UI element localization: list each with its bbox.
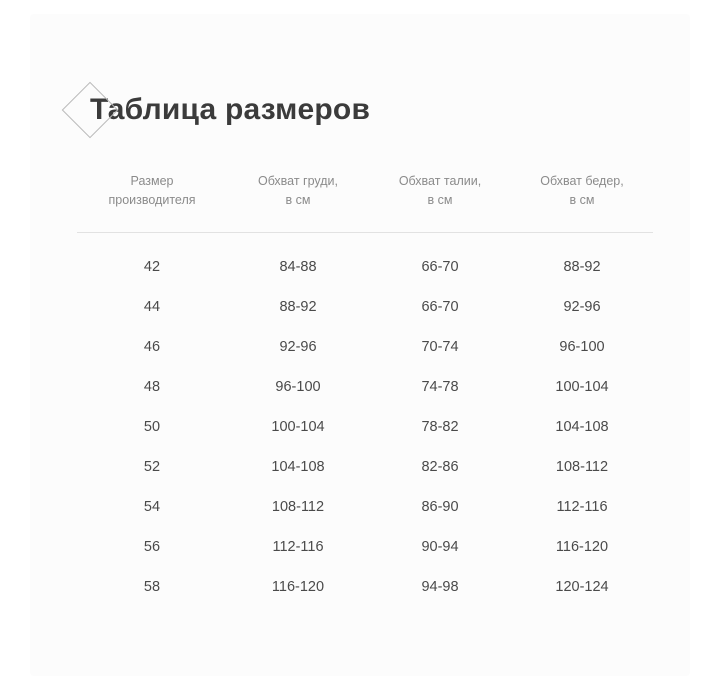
column-header-line: производителя (108, 192, 196, 207)
size-chart-card (30, 14, 690, 676)
cell-manufacturer-size: 50 (143, 418, 161, 435)
column-header-manufacturer-size (77, 172, 227, 232)
cell-hips: 88-92 (563, 258, 601, 275)
cell-hips: 120-124 (555, 578, 609, 595)
cell-chest: 108-112 (271, 498, 325, 515)
table-row (77, 367, 653, 407)
cell-manufacturer-size: 44 (143, 298, 161, 315)
cell-hips: 100-104 (555, 378, 609, 395)
column-header-line: Обхват бедер, (540, 174, 624, 188)
column-header-line: Обхват талии, (398, 174, 482, 188)
cell-waist: 86-90 (421, 498, 459, 515)
cell-manufacturer-size: 48 (143, 378, 161, 395)
table-row (77, 527, 653, 567)
title-row (70, 80, 370, 140)
cell-waist: 66-70 (421, 298, 459, 315)
cell-chest: 84-88 (279, 258, 317, 275)
cell-hips: 108-112 (555, 458, 609, 475)
page-title: Таблица размеров (90, 93, 371, 126)
cell-hips: 104-108 (555, 418, 609, 435)
table-header-row (77, 172, 653, 232)
cell-waist: 94-98 (421, 578, 459, 595)
column-header-line: в см (569, 192, 595, 207)
cell-hips: 116-120 (555, 538, 609, 555)
column-header-hips (511, 172, 653, 232)
cell-hips: 112-116 (556, 498, 608, 515)
cell-manufacturer-size: 58 (143, 578, 161, 595)
cell-manufacturer-size: 46 (143, 338, 161, 355)
cell-chest: 116-120 (271, 578, 325, 595)
table-header (77, 172, 653, 232)
column-header-line: Обхват груди, (257, 174, 339, 188)
cell-chest: 104-108 (271, 458, 325, 475)
cell-manufacturer-size: 54 (143, 498, 161, 515)
column-header-line: в см (427, 192, 453, 207)
cell-waist: 78-82 (421, 418, 459, 435)
column-header-line: в см (285, 192, 311, 207)
table-row (77, 487, 653, 527)
column-header-waist (369, 172, 511, 232)
column-header-line: Размер (130, 174, 174, 188)
cell-chest: 96-100 (275, 378, 321, 395)
cell-chest: 100-104 (271, 418, 325, 435)
cell-chest: 88-92 (279, 298, 317, 315)
table-row (77, 232, 653, 287)
cell-chest: 92-96 (279, 338, 317, 355)
cell-waist: 82-86 (421, 458, 459, 475)
cell-hips: 96-100 (559, 338, 605, 355)
column-header-chest (227, 172, 369, 232)
cell-manufacturer-size: 52 (143, 458, 161, 475)
cell-waist: 70-74 (421, 338, 459, 355)
cell-hips: 92-96 (563, 298, 601, 315)
table-row (77, 287, 653, 327)
cell-waist: 90-94 (421, 538, 459, 555)
cell-waist: 66-70 (421, 258, 459, 275)
diamond-outline-icon (62, 82, 119, 139)
table-row (77, 327, 653, 367)
table-row (77, 447, 653, 487)
cell-chest: 112-116 (272, 538, 324, 555)
cell-manufacturer-size: 56 (143, 538, 161, 555)
cell-waist: 74-78 (421, 378, 459, 395)
size-table (77, 172, 653, 607)
table-row (77, 407, 653, 447)
cell-manufacturer-size: 42 (143, 258, 161, 275)
table-row (77, 567, 653, 607)
table-body (77, 232, 653, 607)
